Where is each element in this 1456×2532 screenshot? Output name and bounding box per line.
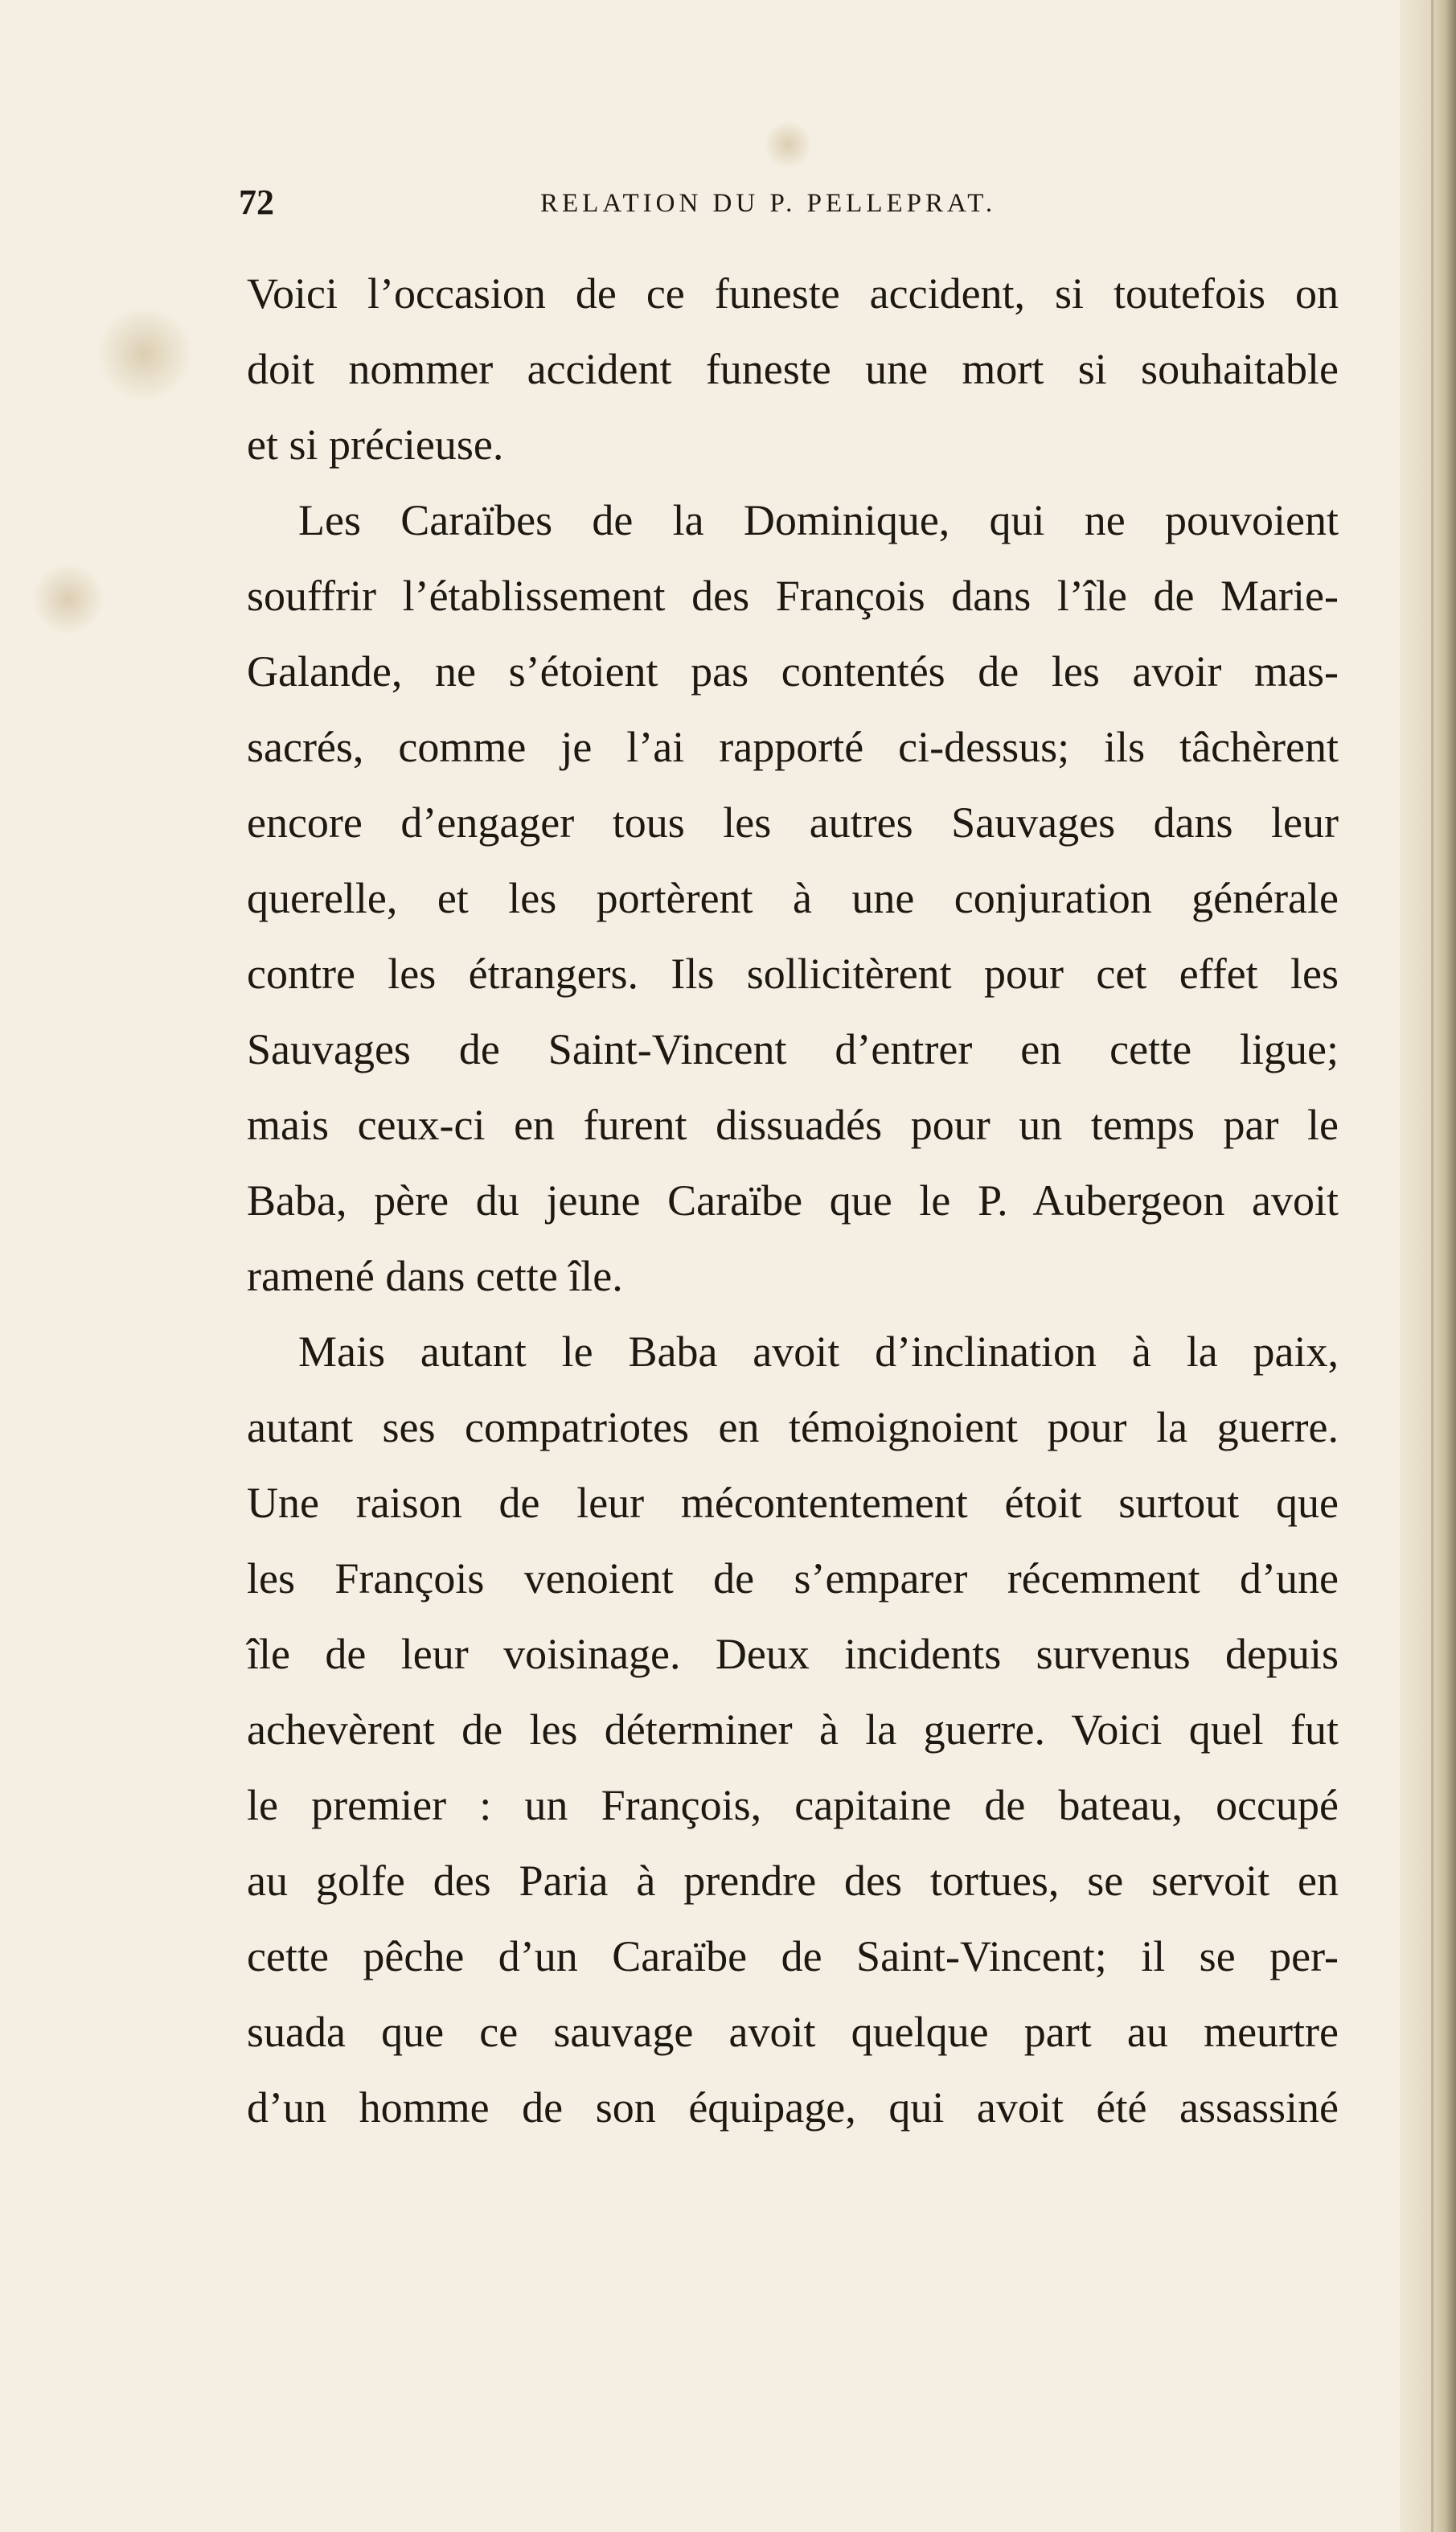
foxing-stain: [96, 306, 193, 402]
page-spine-edge: [1400, 0, 1456, 2532]
text-line: le premier : un François, capitaine de bateau, occupé: [247, 1781, 1339, 1829]
text-line: cette pêche d’un Caraïbe de Saint-Vincent; il se per-: [247, 1932, 1339, 1980]
text-line: les François venoient de s’emparer récemment d’une: [247, 1554, 1339, 1603]
text-line: sacrés, comme je l’ai rapporté ci-dessus; ils tâchèrent: [247, 723, 1339, 771]
text-line: Galande, ne s’étoient pas contentés de les avoir mas-: [247, 647, 1339, 696]
text-line: d’un homme de son équipage, qui avoit été assassiné: [247, 2083, 1339, 2132]
text-line: mais ceux-ci en furent dissuadés pour un temps par le: [247, 1101, 1339, 1149]
text-line: Les Caraïbes de la Dominique, qui ne pouvoient: [298, 496, 1339, 544]
text-line: île de leur voisinage. Deux incidents survenus depuis: [247, 1630, 1339, 1678]
text-line: au golfe des Paria à prendre des tortues, se servoit en: [247, 1857, 1339, 1905]
text-line: contre les étrangers. Ils sollicitèrent pour cet effet les: [247, 950, 1339, 998]
running-head: RELATION DU P. PELLEPRAT.: [540, 189, 997, 218]
text-line: et si précieuse.: [247, 421, 504, 469]
text-line: Voici l’occasion de ce funeste accident, si toutefois on: [247, 269, 1339, 318]
text-line: ramené dans cette île.: [247, 1252, 623, 1300]
text-line: Mais autant le Baba avoit d’inclination à la paix,: [298, 1328, 1339, 1376]
page-spine-line: [1431, 0, 1433, 2532]
text-line: Une raison de leur mécontentement étoit surtout que: [247, 1479, 1339, 1527]
text-line: souffrir l’établissement des François dans l’île de Marie-: [247, 572, 1339, 620]
paragraph: [247, 1314, 1339, 2145]
page-number: 72: [239, 183, 274, 222]
foxing-stain: [764, 121, 812, 169]
text-line: doit nommer accident funeste une mort si souhaitable: [247, 345, 1339, 393]
text-line: suada que ce sauvage avoit quelque part au meurtre: [247, 2008, 1339, 2056]
paragraph: [247, 482, 1339, 1314]
text-line: encore d’engager tous les autres Sauvages dans leur: [247, 798, 1339, 847]
foxing-stain: [32, 563, 105, 635]
text-line: achevèrent de les déterminer à la guerre. Voici quel fut: [247, 1705, 1339, 1754]
paragraph: [247, 256, 1339, 482]
text-line: autant ses compatriotes en témoignoient pour la guerre.: [247, 1403, 1339, 1451]
page-header: [239, 179, 1348, 227]
text-line: Baba, père du jeune Caraïbe que le P. Aubergeon avoit: [247, 1176, 1339, 1225]
text-line: Sauvages de Saint-Vincent d’entrer en cette ligue;: [247, 1025, 1339, 1073]
text-line: querelle, et les portèrent à une conjuration générale: [247, 874, 1339, 922]
body-text: [247, 256, 1339, 2145]
